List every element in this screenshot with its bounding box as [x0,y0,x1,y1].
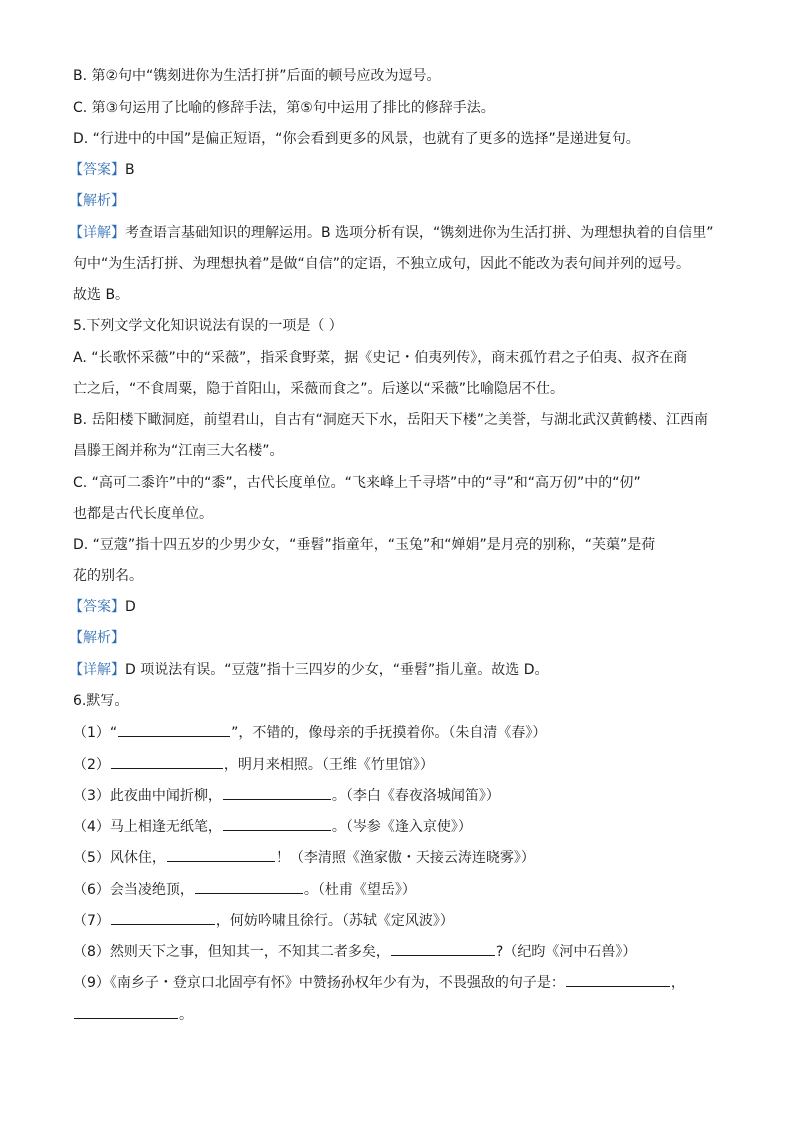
q5-detail-row [69,660,548,680]
item-suffix: ”，不错的，像母亲的手抚摸着你。（朱自清《春》） [231,725,547,741]
q4-detail-line-1 [69,223,714,243]
fill-blank[interactable] [167,847,275,862]
fill-blank[interactable] [74,1004,178,1019]
detail-tag: 【详解】 [69,225,125,241]
item-prefix: （3）此夜曲中闻折柳， [73,788,222,804]
q5-option-d-line-2: 花的别名。 [73,568,143,584]
q6-item-6 [73,879,416,900]
q6-item-4 [73,816,472,837]
item-prefix: （4）马上相逢无纸笔， [73,819,222,835]
q4-detail-line-3: 故选 B。 [73,287,130,303]
q5-answer-value: D [125,599,136,615]
q6-item-2 [73,754,434,775]
q4-answer-row [69,160,135,180]
fill-blank[interactable] [391,941,495,956]
item-prefix: （6）会当凌绝顶， [73,882,194,898]
item-suffix: 。（岑参《逢入京使》） [331,819,472,835]
q6-item-9-cont [73,1004,193,1025]
q4-option-d: D. “行进中的中国”是偏正短语，“你会看到更多的风景，也就有了更多的选择”是递进复句。 [73,131,640,147]
item-prefix: （9）《南乡子・登京口北固亭有怀》中赞扬孙权年少有为，不畏强敌的句子是： [73,975,565,991]
q5-option-c-line-2: 也都是古代长度单位。 [73,506,213,522]
item-prefix: （5）风休住， [73,850,166,866]
item-suffix: ，何妨吟啸且徐行。（苏轼《定风波》） [215,913,454,929]
fill-blank[interactable] [223,816,331,831]
fill-blank[interactable] [111,754,223,769]
detail-tag: 【详解】 [69,662,125,678]
q5-option-b-line-2: 昌滕王阁并称为“江南三大名楼”。 [73,443,284,459]
fill-blank[interactable] [566,972,670,987]
item-suffix: 。 [179,1007,193,1023]
q4-answer-value: B [125,162,135,178]
item-prefix: （1）“ [73,725,118,741]
q5-option-a-line-1: A. “长歌怀采薇”中的“采薇”，指采食野菜，据《史记・伯夷列传》，商末孤竹君之子伯夷、叔齐在商 [73,350,688,366]
item-prefix: （7） [73,913,110,929]
fill-blank[interactable] [195,879,303,894]
q5-option-d-line-1: D. “豆蔻”指十四五岁的少男少女，“垂髫”指童年，“玉兔”和“婵娟”是月亮的别称，“芙蕖”是荷 [73,537,656,553]
q4-analysis-tag: 【解析】 [69,193,125,209]
answer-tag: 【答案】 [69,599,125,615]
q5-analysis-tag: 【解析】 [69,630,125,646]
item-suffix: ，明月来相照。（王维《竹里馆》） [223,757,434,773]
q4-detail-text: 考查语言基础知识的理解运用。B 选项分析有误，“镌刻进你为生活打拼、为理想执着的自信里” [125,225,714,241]
item-suffix: 。（杜甫《望岳》） [303,882,416,898]
q6-item-7 [73,910,454,931]
q5-answer-row [69,597,136,617]
q5-detail-text: D 项说法有误。“豆蔻”指十三四岁的少女，“垂髫”指儿童。故选 D。 [125,662,549,678]
q6-item-9 [73,972,685,993]
fill-blank[interactable] [223,785,331,800]
fill-blank[interactable] [118,722,230,737]
item-suffix: ！（李清照《渔家傲・天接云涛连晓雾》） [275,850,535,866]
q5-option-c-line-1: C. “高可二黍许”中的“黍”，古代长度单位。“飞来峰上千寻塔”中的“寻”和“高万仞”中的“仞” [73,475,641,491]
answer-tag: 【答案】 [69,162,125,178]
item-prefix: （2） [73,757,110,773]
q4-option-b: B. 第②句中“镌刻进你为生活打拼”后面的顿号应改为逗号。 [73,68,441,84]
item-prefix: （8）然则天下之事，但知其一，不知其二者多矣， [73,944,390,960]
q6-stem: 6.默写。 [73,693,129,709]
q5-stem: 5.下列文学文化知识说法有误的一项是（ ） [73,318,343,334]
q6-item-1 [73,722,546,743]
q6-item-3 [73,785,500,806]
q5-option-a-line-2: 亡之后，“不食周粟，隐于首阳山，采薇而食之”。后遂以“采薇”比喻隐居不仕。 [73,381,565,397]
q6-item-8 [73,941,636,962]
item-suffix: ?（纪昀《河中石兽》） [495,944,637,960]
q4-option-c: C. 第③句运用了比喻的修辞手法，第⑤句中运用了排比的修辞手法。 [73,100,495,116]
fill-blank[interactable] [111,910,215,925]
q6-item-5 [73,847,535,868]
q4-detail-line-2: 句中“为生活打拼、为理想执着”是做“自信”的定语，不独立成句，因此不能改为表句间并列的逗号。 [73,256,691,272]
item-suffix: 。（李白《春夜洛城闻笛》） [331,788,500,804]
item-suffix: ， [670,975,685,991]
q5-option-b-line-1: B. 岳阳楼下瞰洞庭，前望君山，自古有“洞庭天下水，岳阳天下楼”之美誉，与湖北武汉黄鹤楼、江西南 [73,412,709,428]
